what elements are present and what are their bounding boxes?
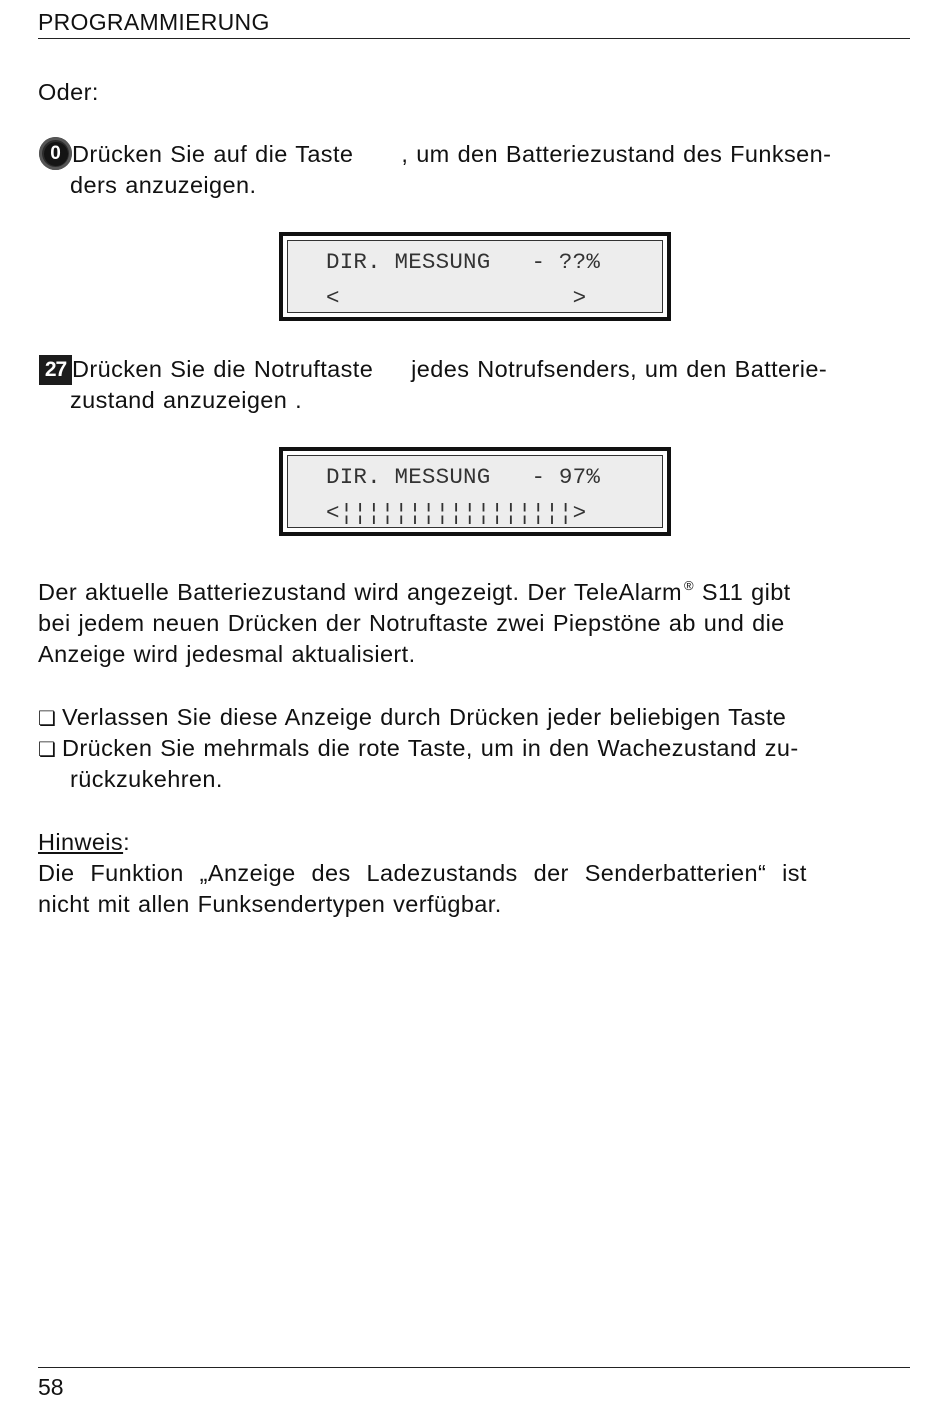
note-title: Hinweis [38, 829, 124, 855]
step-number-badge: 27 [39, 355, 72, 385]
lcd-display-1-line1: DIR. MESSUNG - ??% [326, 249, 601, 275]
registered-mark: ® [684, 578, 694, 593]
bullet-item-2 [38, 733, 799, 765]
intro-label: Oder: [38, 79, 99, 105]
lcd-display-1-line2: < > [326, 285, 587, 311]
step-a-line2: ders anzuzeigen. [70, 172, 257, 198]
step-b-text-end: jedes Notrufsenders, um den Batterie- [411, 356, 828, 382]
lcd-display-2-line2: <¦¦¦¦¦¦¦¦¦¦¦¦¦¦¦¦¦> [326, 500, 587, 526]
lcd-display-2 [279, 447, 671, 536]
checkbox-bullet-icon: ❏ [38, 737, 57, 761]
checkbox-bullet-icon: ❏ [38, 706, 57, 730]
lcd-display-2-screen [287, 455, 663, 528]
paragraph-line2: bei jedem neuen Drücken der Notruftaste zwei Piepstöne ab und die [38, 610, 785, 636]
bullet-item-1 [38, 702, 786, 734]
paragraph-line1 [38, 570, 906, 608]
step-b-line2: zustand anzuzeigen . [70, 387, 303, 413]
section-title: PROGRAMMIERUNG [38, 9, 270, 35]
lcd-display-1-screen [287, 240, 663, 313]
paragraph-line1-end: S11 gibt [693, 579, 791, 605]
lcd-display-2-line1: DIR. MESSUNG - 97% [326, 464, 601, 490]
bullet-item-1-text: Verlassen Sie diese Anzeige durch Drücken jeder beliebigen Taste [62, 704, 787, 730]
note-heading [38, 827, 130, 858]
note-colon: : [123, 829, 131, 855]
step-b-text-start: Drücken Sie die Notruftaste [72, 356, 374, 382]
step-b-line1 [72, 354, 827, 385]
key-zero-icon [39, 137, 72, 170]
page-header [38, 8, 910, 39]
bullet-item-2-text: Drücken Sie mehrmals die rote Taste, um in den Wachezustand zu- [62, 735, 799, 761]
note-line2: nicht mit allen Funksendertypen verfügbar. [38, 891, 502, 917]
bullet-item-2-continued: rückzukehren. [70, 766, 223, 792]
page-footer [38, 1367, 910, 1401]
key-zero-label: 0 [44, 142, 68, 166]
step-a-text-end: , um den Batteriezustand des Funksen- [401, 141, 832, 167]
step-a-line1 [72, 139, 831, 170]
paragraph-line3: Anzeige wird jedesmal aktualisiert. [38, 641, 416, 667]
note-line1: Die Funktion „Anzeige des Ladezustands der Senderbatterien“ ist [38, 860, 807, 886]
lcd-display-1 [279, 232, 671, 321]
paragraph-line1-start: Der aktuelle Batteriezustand wird angezeigt. Der TeleAlarm [38, 579, 682, 605]
page-number: 58 [38, 1374, 64, 1400]
step-a-text-start: Drücken Sie auf die Taste [72, 141, 354, 167]
